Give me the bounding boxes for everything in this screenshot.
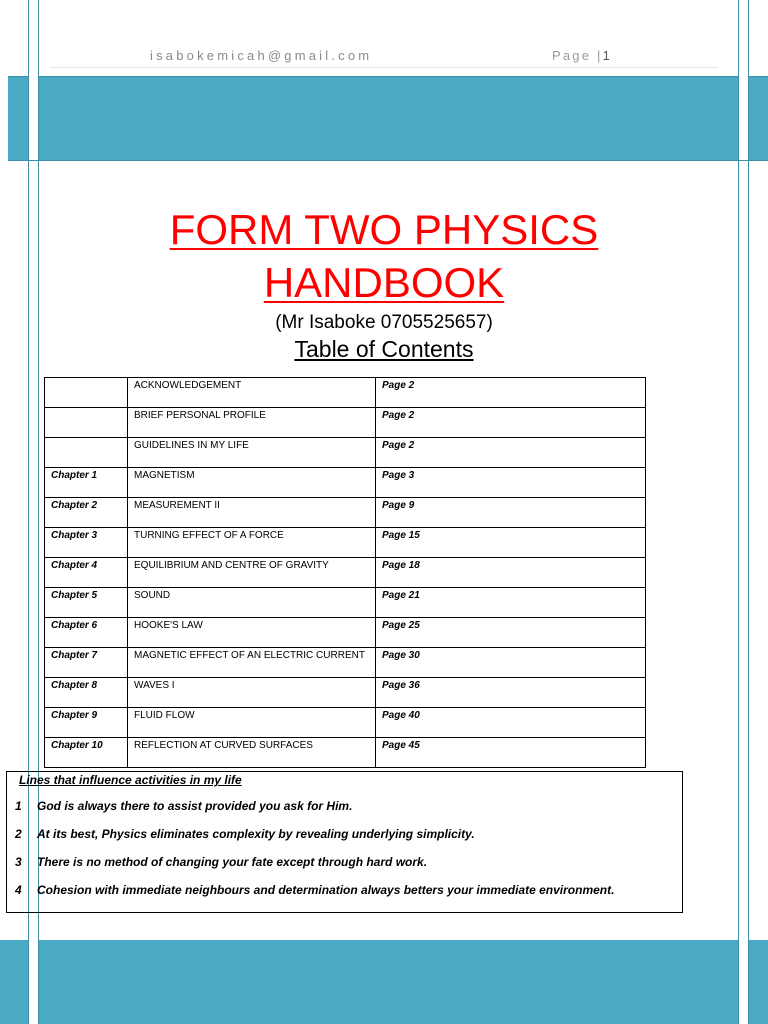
toc-row[interactable] xyxy=(45,558,646,588)
guideline-number: 4 xyxy=(15,883,22,897)
toc-page-cell: Page 40 xyxy=(376,708,646,738)
toc-page-cell: Page 9 xyxy=(376,498,646,528)
table-of-contents xyxy=(44,377,646,768)
guideline-item xyxy=(15,855,427,869)
toc-page-cell: Page 36 xyxy=(376,678,646,708)
toc-chapter-cell: Chapter 6 xyxy=(45,618,128,648)
toc-row[interactable] xyxy=(45,528,646,558)
guideline-number: 3 xyxy=(15,855,22,869)
toc-row[interactable] xyxy=(45,468,646,498)
guideline-item xyxy=(15,883,614,897)
toc-page-cell: Page 3 xyxy=(376,468,646,498)
toc-topic-cell: SOUND xyxy=(128,588,376,618)
toc-row[interactable] xyxy=(45,738,646,768)
guideline-item xyxy=(15,799,352,813)
header-page-number xyxy=(552,48,610,63)
toc-page-cell: Page 2 xyxy=(376,438,646,468)
guideline-number: 1 xyxy=(15,799,22,813)
toc-chapter-cell: Chapter 5 xyxy=(45,588,128,618)
toc-topic-cell: MAGNETIC EFFECT OF AN ELECTRIC CURRENT xyxy=(128,648,376,678)
header-divider xyxy=(50,67,718,68)
toc-topic-cell: WAVES I xyxy=(128,678,376,708)
toc-page-cell: Page 45 xyxy=(376,738,646,768)
toc-chapter-cell: Chapter 4 xyxy=(45,558,128,588)
toc-chapter-cell xyxy=(45,378,128,408)
toc-topic-cell: TURNING EFFECT OF A FORCE xyxy=(128,528,376,558)
toc-chapter-cell: Chapter 2 xyxy=(45,498,128,528)
toc-row[interactable] xyxy=(45,708,646,738)
frame-gap xyxy=(738,76,748,160)
toc-row[interactable] xyxy=(45,618,646,648)
bottom-decorative-band xyxy=(0,940,768,1024)
top-decorative-band xyxy=(8,76,768,161)
toc-row[interactable] xyxy=(45,588,646,618)
toc-chapter-cell: Chapter 10 xyxy=(45,738,128,768)
toc-chapter-cell: Chapter 3 xyxy=(45,528,128,558)
toc-page-cell: Page 30 xyxy=(376,648,646,678)
guideline-text: Cohesion with immediate neighbours and determination always betters your immediate environment. xyxy=(37,883,615,897)
toc-topic-cell: MAGNETISM xyxy=(128,468,376,498)
toc-row[interactable] xyxy=(45,408,646,438)
toc-page-cell: Page 15 xyxy=(376,528,646,558)
guideline-item xyxy=(15,827,475,841)
toc-row[interactable] xyxy=(45,378,646,408)
toc-topic-cell: HOOKE'S LAW xyxy=(128,618,376,648)
toc-chapter-cell: Chapter 7 xyxy=(45,648,128,678)
page-number: 1 xyxy=(602,48,610,63)
toc-chapter-cell: Chapter 8 xyxy=(45,678,128,708)
toc-chapter-cell: Chapter 1 xyxy=(45,468,128,498)
guideline-text: At its best, Physics eliminates complexity by revealing underlying simplicity. xyxy=(37,827,475,841)
toc-heading: Table of Contents xyxy=(294,336,474,362)
frame-gap xyxy=(28,76,38,160)
toc-page-cell: Page 25 xyxy=(376,618,646,648)
page-label: Page | xyxy=(552,48,603,63)
toc-topic-cell: BRIEF PERSONAL PROFILE xyxy=(128,408,376,438)
header-email[interactable]: isabokemicah@gmail.com xyxy=(150,48,373,63)
page-border-line xyxy=(738,0,739,1024)
toc-page-cell: Page 21 xyxy=(376,588,646,618)
toc-topic-cell: REFLECTION AT CURVED SURFACES xyxy=(128,738,376,768)
toc-page-cell: Page 18 xyxy=(376,558,646,588)
life-guidelines-box xyxy=(6,771,683,913)
toc-row[interactable] xyxy=(45,498,646,528)
guideline-text: God is always there to assist provided you ask for Him. xyxy=(37,799,353,813)
toc-chapter-cell xyxy=(45,408,128,438)
toc-row[interactable] xyxy=(45,678,646,708)
toc-topic-cell: MEASUREMENT II xyxy=(128,498,376,528)
toc-row[interactable] xyxy=(45,648,646,678)
toc-topic-cell: EQUILIBRIUM AND CENTRE OF GRAVITY xyxy=(128,558,376,588)
toc-chapter-cell: Chapter 9 xyxy=(45,708,128,738)
page-border-line xyxy=(748,0,749,1024)
title-line-2: HANDBOOK xyxy=(263,259,505,306)
title-line-1: FORM TWO PHYSICS xyxy=(169,206,599,253)
guideline-number: 2 xyxy=(15,827,22,841)
toc-topic-cell: ACKNOWLEDGEMENT xyxy=(128,378,376,408)
frame-gap xyxy=(28,940,38,1024)
toc-page-cell: Page 2 xyxy=(376,378,646,408)
toc-row[interactable] xyxy=(45,438,646,468)
author-subtitle: (Mr Isaboke 0705525657) xyxy=(275,312,493,333)
toc-chapter-cell xyxy=(45,438,128,468)
toc-topic-cell: GUIDELINES IN MY LIFE xyxy=(128,438,376,468)
toc-topic-cell: FLUID FLOW xyxy=(128,708,376,738)
guidelines-heading: Lines that influence activities in my life xyxy=(19,773,242,787)
guideline-text: There is no method of changing your fate except through hard work. xyxy=(37,855,428,869)
frame-gap xyxy=(738,940,748,1024)
toc-page-cell: Page 2 xyxy=(376,408,646,438)
